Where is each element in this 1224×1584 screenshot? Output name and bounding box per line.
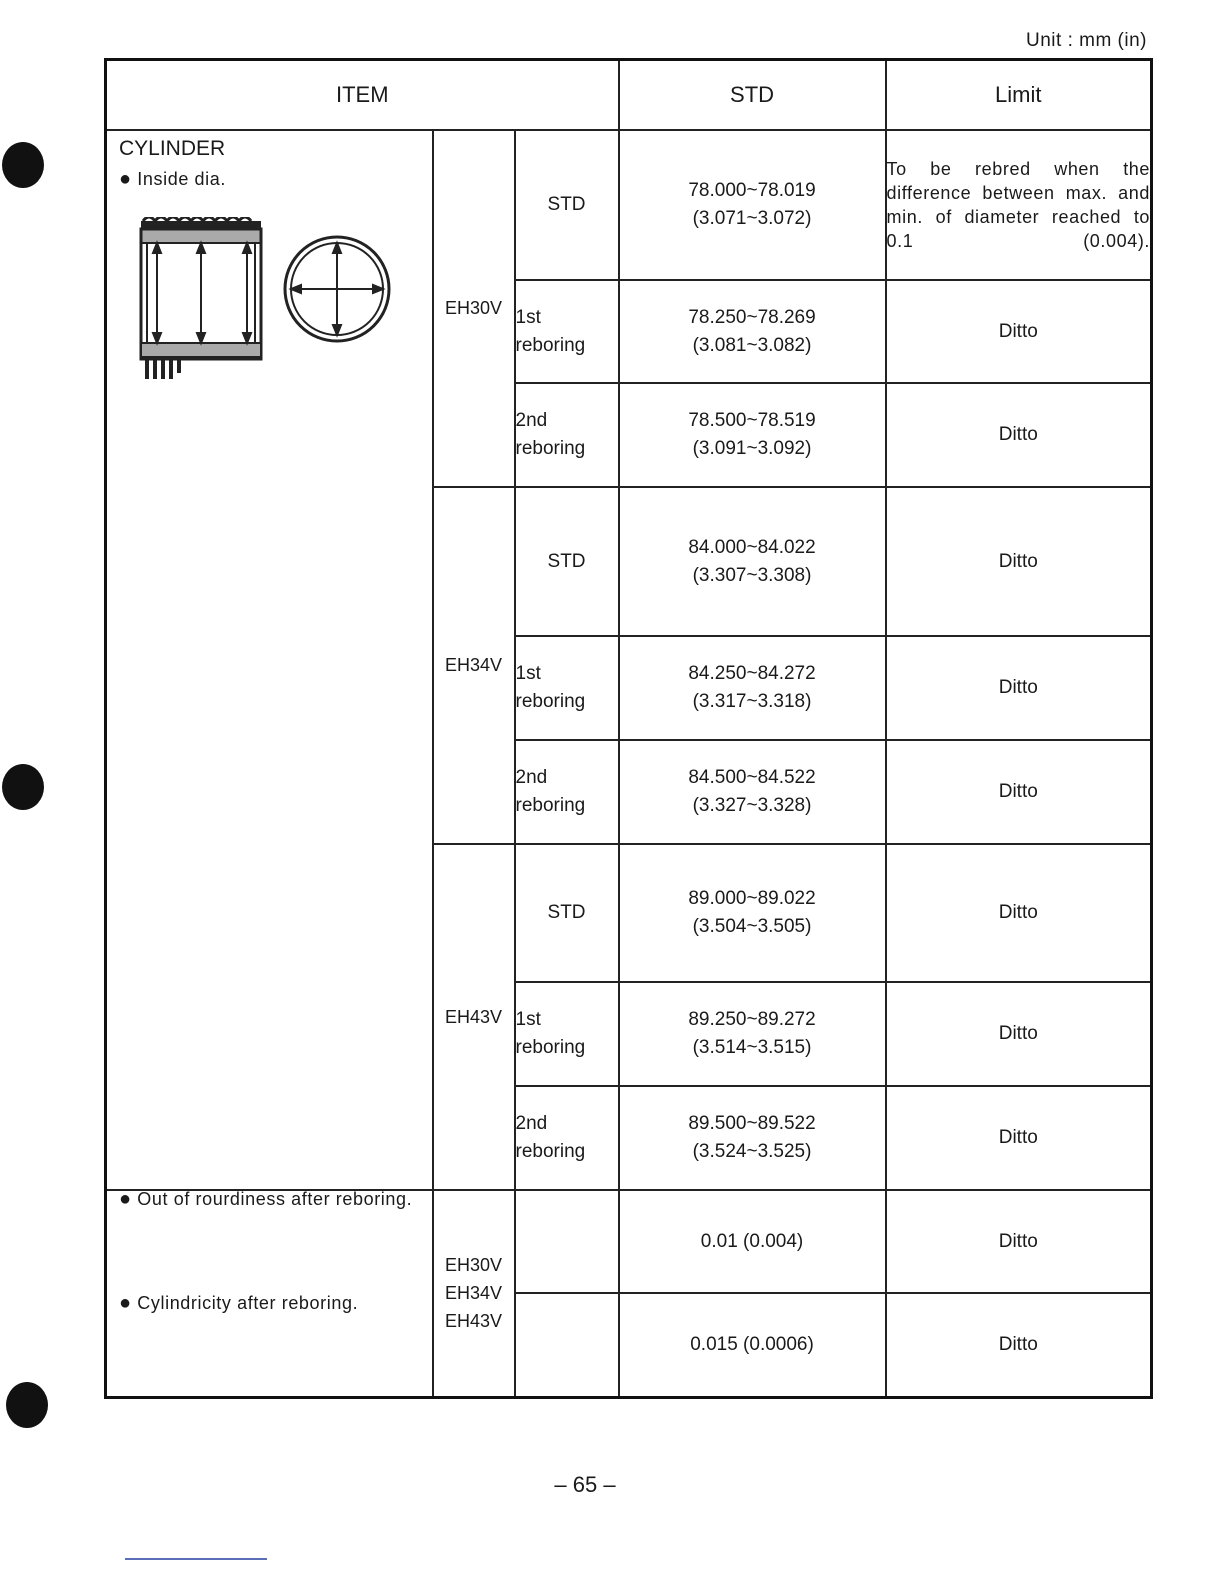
- value-in: (3.071~3.072): [692, 208, 812, 229]
- header-row: [106, 60, 1152, 131]
- grade-2nd-reboring: [515, 383, 619, 487]
- grade-label: 2nd: [515, 1113, 548, 1134]
- grade-std: STD: [515, 487, 619, 636]
- grade-1st-reboring: [515, 636, 619, 740]
- table-row: [106, 1190, 1152, 1293]
- cylindricity-bullet: ● Cylindricity after reboring.: [119, 1292, 359, 1314]
- header-item: ITEM: [106, 60, 619, 131]
- binder-hole-bottom: [6, 1382, 48, 1428]
- std-value: [619, 383, 886, 487]
- limit-value: Ditto: [886, 487, 1152, 636]
- roundness-value: 0.01 (0.004): [619, 1190, 886, 1293]
- page-number: – 65 –: [554, 1472, 616, 1497]
- binder-hole-top: [2, 142, 44, 188]
- item-description-cell-continued: [106, 1190, 433, 1397]
- value-in: (3.327~3.328): [692, 795, 812, 816]
- cylinder-bore-diagram-icon: [133, 217, 393, 387]
- limit-value: Ditto: [886, 636, 1152, 740]
- limit-value: Ditto: [886, 982, 1152, 1086]
- grade-label: 1st: [515, 306, 541, 328]
- value-mm: 89.000~89.022: [688, 888, 816, 909]
- grade-2nd-reboring: [515, 740, 619, 844]
- grade-label: reboring: [515, 438, 586, 459]
- limit-value: Ditto: [886, 280, 1152, 383]
- footer-rule: [125, 1558, 267, 1560]
- value-mm: 89.500~89.522: [688, 1113, 816, 1134]
- grade-std: STD: [515, 130, 619, 280]
- grade-std: STD: [515, 844, 619, 982]
- unit-note: Unit : mm (in): [1026, 30, 1147, 51]
- inside-dia-bullet: ● Inside dia.: [119, 168, 226, 190]
- cylinder-spec-table: [104, 58, 1153, 1399]
- std-value: [619, 280, 886, 383]
- grade-label: 2nd: [515, 767, 548, 788]
- model-eh34v: EH34V: [433, 487, 515, 844]
- grade-empty: [515, 1190, 619, 1293]
- value-in: (3.307~3.308): [692, 564, 812, 586]
- value-in: (3.524~3.525): [692, 1141, 812, 1162]
- value-in: (3.317~3.318): [692, 691, 812, 712]
- model-label: EH30V: [444, 1255, 503, 1276]
- std-value: [619, 130, 886, 280]
- limit-value: Ditto: [886, 844, 1152, 982]
- model-eh30v: EH30V: [433, 130, 515, 487]
- grade-empty: [515, 1293, 619, 1397]
- inside-dia-label: Inside dia.: [137, 169, 226, 189]
- value-in: (3.504~3.505): [692, 916, 812, 937]
- cylindricity-value: 0.015 (0.0006): [619, 1293, 886, 1397]
- grade-label: reboring: [515, 691, 586, 712]
- grade-label: reboring: [515, 1141, 586, 1162]
- limit-value: Ditto: [886, 1086, 1152, 1190]
- header-std: STD: [619, 60, 886, 131]
- std-value: [619, 844, 886, 982]
- item-description-cell: [106, 130, 433, 1314]
- value-in: (3.514~3.515): [692, 1037, 812, 1058]
- value-mm: 84.500~84.522: [688, 767, 816, 788]
- value-mm: 84.250~84.272: [688, 663, 816, 684]
- model-all: [433, 1190, 515, 1397]
- item-title: CYLINDER: [119, 137, 226, 160]
- grade-label: 1st: [515, 663, 541, 684]
- grade-1st-reboring: [515, 982, 619, 1086]
- model-eh43v: EH43V: [433, 844, 515, 1190]
- value-mm: 84.000~84.022: [688, 536, 816, 558]
- grade-2nd-reboring: [515, 1086, 619, 1190]
- cylindricity-label: Cylindricity after reboring.: [137, 1293, 359, 1313]
- value-mm: 78.000~78.019: [688, 180, 816, 201]
- std-value: [619, 1086, 886, 1190]
- out-of-roundness-label: Out of rourdiness after reboring.: [137, 1189, 413, 1209]
- binder-hole-middle: [2, 764, 44, 810]
- value-in: (3.081~3.082): [692, 334, 812, 356]
- std-value: [619, 487, 886, 636]
- grade-label: reboring: [515, 334, 586, 356]
- value-mm: 78.250~78.269: [688, 306, 816, 328]
- table-row: [106, 130, 1152, 280]
- limit-value: Ditto: [886, 740, 1152, 844]
- model-label: EH34V: [444, 1283, 503, 1304]
- std-value: [619, 982, 886, 1086]
- header-limit: Limit: [886, 60, 1152, 131]
- grade-label: 2nd: [515, 410, 548, 431]
- grade-label: reboring: [515, 795, 586, 816]
- grade-label: reboring: [515, 1037, 586, 1058]
- grade-1st-reboring: [515, 280, 619, 383]
- grade-label: 1st: [515, 1009, 541, 1030]
- std-value: [619, 740, 886, 844]
- limit-value: Ditto: [886, 1293, 1152, 1397]
- model-label: EH43V: [444, 1311, 503, 1332]
- value-in: (3.091~3.092): [692, 438, 812, 459]
- limit-note: To be rebred when the difference between max. and min. of diameter reached to 0.1 (0.004).: [886, 130, 1152, 280]
- out-of-roundness-bullet: ● Out of rourdiness after reboring.: [119, 1188, 413, 1210]
- limit-value: Ditto: [886, 1190, 1152, 1293]
- value-mm: 89.250~89.272: [688, 1009, 816, 1030]
- value-mm: 78.500~78.519: [688, 410, 816, 431]
- std-value: [619, 636, 886, 740]
- limit-value: Ditto: [886, 383, 1152, 487]
